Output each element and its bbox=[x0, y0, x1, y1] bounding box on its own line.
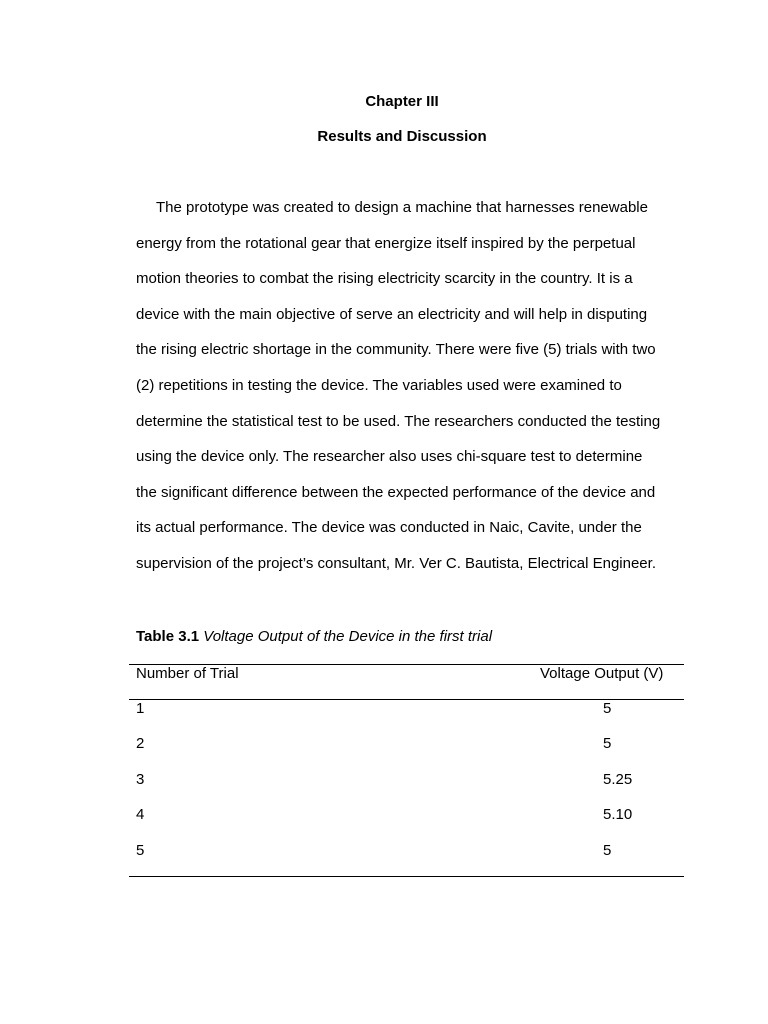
body-line: the rising electric shortage in the community. There were five (5) trials with two bbox=[136, 341, 656, 359]
table-title: Voltage Output of the Device in the first trial bbox=[203, 628, 493, 645]
table-cell-voltage: 5 bbox=[603, 735, 612, 752]
table-cell-trial: 1 bbox=[136, 700, 145, 717]
body-line: motion theories to combat the rising electricity scarcity in the country. It is a bbox=[136, 270, 633, 288]
section-title: Results and Discussion bbox=[317, 128, 487, 145]
table-header-trial: Number of Trial bbox=[136, 665, 239, 682]
body-line: The prototype was created to design a machine that harnesses renewable bbox=[156, 199, 648, 216]
chapter-heading: Chapter III bbox=[365, 93, 439, 110]
table-caption bbox=[136, 627, 492, 647]
table-row bbox=[136, 770, 676, 790]
body-line: using the device only. The researcher also uses chi-square test to determine bbox=[136, 448, 643, 466]
table-cell-trial: 3 bbox=[136, 771, 145, 788]
table-bottom-rule bbox=[129, 876, 684, 877]
body-line: supervision of the project’s consultant, Mr. Ver C. Bautista, Electrical Engineer. bbox=[136, 554, 656, 572]
table-cell-voltage: 5.25 bbox=[603, 771, 633, 788]
table-cell-voltage: 5 bbox=[603, 842, 612, 859]
table-cell-trial: 5 bbox=[136, 842, 145, 859]
table-cell-voltage: 5 bbox=[603, 700, 612, 717]
table-row bbox=[136, 699, 676, 719]
body-line: determine the statistical test to be used. The researchers conducted the testing bbox=[136, 412, 661, 430]
table-row bbox=[136, 841, 676, 861]
table-row bbox=[136, 734, 676, 754]
table-label: Table 3.1 bbox=[136, 628, 200, 645]
body-line: energy from the rotational gear that energize itself inspired by the perpetual bbox=[136, 234, 636, 252]
body-line: the significant difference between the expected performance of the device and bbox=[136, 483, 656, 501]
body-line: its actual performance. The device was conducted in Naic, Cavite, under the bbox=[136, 519, 642, 537]
table-cell-trial: 2 bbox=[136, 735, 145, 752]
table-cell-voltage: 5.10 bbox=[603, 806, 633, 823]
table-row bbox=[136, 805, 676, 825]
body-paragraph bbox=[136, 198, 676, 590]
body-line: (2) repetitions in testing the device. The variables used were examined to bbox=[136, 376, 622, 394]
table-header-voltage: Voltage Output (V) bbox=[540, 665, 664, 682]
table-cell-trial: 4 bbox=[136, 806, 145, 823]
body-line: device with the main objective of serve an electricity and will help in disputing bbox=[136, 305, 648, 323]
